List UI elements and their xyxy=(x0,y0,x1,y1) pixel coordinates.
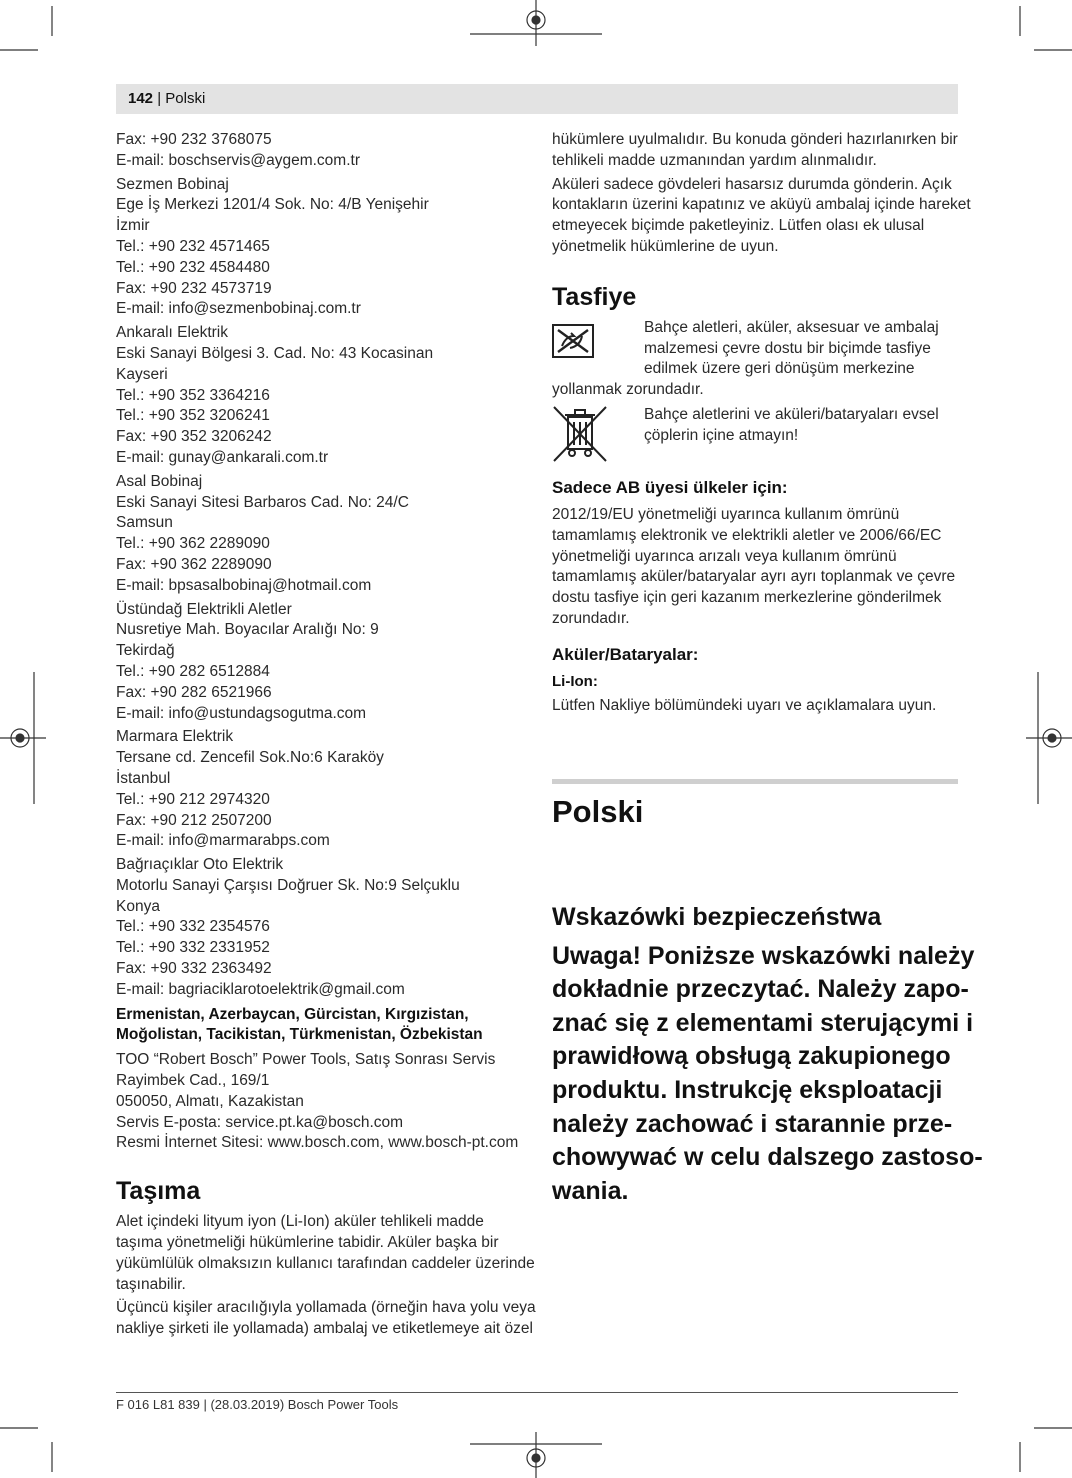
recycle-text xyxy=(552,318,958,380)
warning-line: prawidłową obsługą zakupionego xyxy=(552,1042,951,1071)
text-line: Eski Sanayi Bölgesi 3. Cad. No: 43 Kocasinan xyxy=(116,344,434,362)
text-line: Tersane cd. Zencefil Sok.No:6 Karaköy xyxy=(116,749,384,767)
header-language: Polski xyxy=(165,90,206,107)
text-line: Tel.: +90 212 2974320 xyxy=(116,790,270,808)
text-line: Tel.: +90 232 4584480 xyxy=(116,258,270,276)
text-line: E-mail: info@marmarabps.com xyxy=(116,832,330,850)
text-line: tehlikeli madde uzmanından yardım alınmalıdır. xyxy=(552,151,877,169)
right-column xyxy=(552,130,983,1208)
text-line: dostu tasfiye için geri kazanım merkezlerine gönderilmek xyxy=(552,589,942,607)
text-line: çöplerin içine atmayın! xyxy=(644,426,799,444)
page-footer: F 016 L81 839 | (28.03.2019) Bosch Power Tools xyxy=(116,1397,399,1412)
text-line: E-mail: boschservis@aygem.com.tr xyxy=(116,151,360,169)
text-line: Tel.: +90 332 2331952 xyxy=(116,939,270,957)
text-line: Aküleri sadece gövdeleri hasarsız durumda gönderin. Açık xyxy=(552,175,952,193)
text-line: E-mail: bpsasalbobinaj@hotmail.com xyxy=(116,576,372,594)
warning-paragraph xyxy=(552,940,983,1209)
countries-heading xyxy=(116,1005,526,1047)
subheading-liion: Li-Ion: xyxy=(552,672,598,690)
text-line: İzmir xyxy=(116,217,150,235)
text-line: E-mail: info@sezmenbobinaj.com.tr xyxy=(116,300,361,318)
crossed-bin-icon xyxy=(552,405,608,470)
section-heading-ab: Sadece AB üyesi ülkeler için: xyxy=(552,477,788,497)
page-header-text: 142 | Polski xyxy=(128,90,206,107)
text-line: etmeyecek biçimde paketleyiniz. Lütfen olası ek ulusal xyxy=(552,217,925,235)
section-heading-tasima: Taşıma xyxy=(116,1177,201,1206)
safety-heading: Wskazówki bezpieczeństwa xyxy=(552,902,882,931)
contact-name: Sezmen Bobinaj xyxy=(116,175,229,193)
polski-title: Polski xyxy=(552,793,644,829)
text-line: Nusretiye Mah. Boyacılar Aralığı No: 9 xyxy=(116,621,379,639)
warning-line: wania. xyxy=(552,1176,629,1205)
countries-heading-line: Moğolistan, Tacikistan, Türkmenistan, Özbekistan xyxy=(116,1026,483,1044)
countries-heading-line: Ermenistan, Azerbaycan, Gürcistan, Kırgızistan, xyxy=(116,1005,469,1023)
contact-block xyxy=(116,600,526,725)
text-line: yükümlülük olmaksızın kullanıcı tarafından caddeler üzerinde xyxy=(116,1254,535,1272)
text-line: 2012/19/EU yönetmeliği uyarınca kullanım ömrünü xyxy=(552,505,900,523)
section-heading-tasfiye: Tasfiye xyxy=(552,282,637,311)
warning-line: Uwaga! Poniższe wskazówki należy xyxy=(552,941,975,970)
text-line: Eski Sanayi Sitesi Barbaros Cad. No: 24/C xyxy=(116,493,409,511)
text-line: Konya xyxy=(116,897,160,915)
text-line: İstanbul xyxy=(116,769,171,787)
warning-line: dokładnie przeczytać. Należy zapo- xyxy=(552,975,969,1004)
text-line: Tel.: +90 352 3206241 xyxy=(116,407,270,425)
text-line: 050050, Almatı, Kazakistan xyxy=(116,1092,304,1110)
text-line: Fax: +90 212 2507200 xyxy=(116,811,272,829)
contact-block xyxy=(116,175,526,321)
warning-line: produktu. Instrukcję eksploatacji xyxy=(552,1075,943,1104)
text-line: Samsun xyxy=(116,514,173,532)
text-line: kontakların üzerini kapatınız ve aküyü ambalaj içinde hareket xyxy=(552,196,971,214)
text-line: tamamlamış elektronik ve elektrikli aletler ve 2006/66/EC xyxy=(552,526,942,544)
recycle-notice xyxy=(552,318,958,401)
text-line: Fax: +90 352 3206242 xyxy=(116,428,272,446)
warning-line: znać się z elementami sterującymi i xyxy=(552,1008,974,1037)
text-line: E-mail: bagriaciklarotoelektrik@gmail.com xyxy=(116,980,405,998)
text-line: tamamlamış aküler/bataryalar ayrı ayrı toplanmak ve çevre xyxy=(552,568,956,586)
polski-section xyxy=(552,779,958,830)
text-line: edilmek üzere geri dönüşüm merkezine xyxy=(644,360,915,378)
contact-name: Ankaralı Elektrik xyxy=(116,324,228,342)
text-line: yönetmeliği uyarınca arızalı veya kullanım ömrünü xyxy=(552,547,897,565)
contact-name: Asal Bobinaj xyxy=(116,472,203,490)
text-line: Fax: +90 332 2363492 xyxy=(116,960,272,978)
ab-paragraph xyxy=(552,505,958,630)
page-number: 142 xyxy=(128,90,154,107)
text-line: E-mail: gunay@ankarali.com.tr xyxy=(116,448,329,466)
weee-text xyxy=(552,405,958,447)
too-contact-block xyxy=(116,1050,526,1154)
text-line: zorundadır. xyxy=(552,609,630,627)
page-header xyxy=(116,84,958,114)
text-line: Kayseri xyxy=(116,365,168,383)
text-line: Tekirdağ xyxy=(116,642,175,660)
text-line: Ege İş Merkezi 1201/4 Sok. No: 4/B Yenişehir xyxy=(116,196,429,214)
text-line: Bahçe aletleri, aküler, aksesuar ve ambalaj xyxy=(644,318,939,336)
text-line: Resmi İnternet Sitesi: www.bosch.com, www.bosch-pt.com xyxy=(116,1134,519,1152)
left-column xyxy=(116,130,536,1340)
contact-block xyxy=(116,855,526,1001)
text-line: Tel.: +90 362 2289090 xyxy=(116,535,270,553)
warning-line: chowywać w celu dalszego zastoso- xyxy=(552,1143,983,1172)
weee-notice xyxy=(552,405,958,463)
text-line: Servis E-posta: service.pt.ka@bosch.com xyxy=(116,1113,404,1131)
akuleri-paragraph xyxy=(552,175,971,258)
footer-divider xyxy=(116,1392,958,1393)
text-line: nakliye şirketi ile yollamada) ambalaj ve etiketlemeye ait özel xyxy=(116,1320,533,1338)
text-line: Tel.: +90 282 6512884 xyxy=(116,662,270,680)
contact-name: Üstündağ Elektrikli Aletler xyxy=(116,600,292,618)
recycling-icon xyxy=(552,324,594,365)
tasima-paragraph xyxy=(116,1212,536,1340)
text-line: Tel.: +90 352 3364216 xyxy=(116,386,270,404)
text-line: Tel.: +90 232 4571465 xyxy=(116,237,270,255)
text-line: hükümlere uyulmalıdır. Bu konuda gönderi hazırlanırken bir xyxy=(552,131,958,148)
text-line: Üçüncü kişiler aracılığıyla yollamada (örneğin hava yolu veya xyxy=(116,1299,536,1317)
text-line: Motorlu Sanayi Çarşısı Doğruer Sk. No:9 Selçuklu xyxy=(116,876,460,894)
text-line: taşınabilir. xyxy=(116,1275,186,1293)
text-line: Lütfen Nakliye bölümündeki uyarı ve açıklamalara uyun. xyxy=(552,696,937,714)
text-line: Fax: +90 362 2289090 xyxy=(116,555,272,573)
text-line: malzemesi çevre dostu bir biçimde tasfiye xyxy=(644,339,931,357)
text-line: E-mail: info@ustundagsogutma.com xyxy=(116,704,367,722)
text-line: yönetmelik hükümlerine de uyun. xyxy=(552,237,779,255)
contact-block xyxy=(116,727,526,852)
text-line: Tel.: +90 332 2354576 xyxy=(116,918,270,936)
text-line: Bahçe aletlerini ve aküleri/bataryaları evsel xyxy=(644,405,939,423)
text-line: yollanmak zorundadır. xyxy=(552,381,704,399)
contact-name: Marmara Elektrik xyxy=(116,728,234,746)
text-line: Fax: +90 232 4573719 xyxy=(116,279,272,297)
text-line: TOO “Robert Bosch” Power Tools, Satış Sonrası Servis xyxy=(116,1051,496,1069)
text-line: Alet içindeki lityum iyon (Li-Ion) aküler tehlikeli madde xyxy=(116,1213,484,1231)
contact-block xyxy=(116,323,526,469)
warning-line: należy zachować i starannie prze- xyxy=(552,1109,953,1138)
text-line: Rayimbek Cad., 169/1 xyxy=(116,1072,270,1090)
text-line: taşıma yönetmeliği hükümlerine tabidir. Aküler başka bir xyxy=(116,1234,499,1252)
contact-name: Bağrıaçıklar Oto Elektrik xyxy=(116,856,284,874)
section-heading-akuler: Aküler/Bataryalar: xyxy=(552,644,699,664)
text-line: Fax: +90 282 6521966 xyxy=(116,683,272,701)
contact-block xyxy=(116,472,526,597)
text-line: Fax: +90 232 3768075 xyxy=(116,131,272,148)
